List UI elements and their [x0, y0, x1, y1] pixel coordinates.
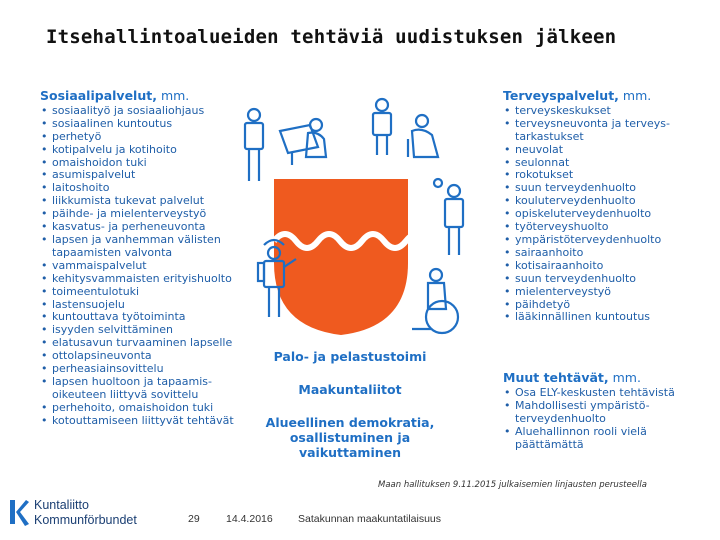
regional-councils-label: Maakuntaliitot [298, 382, 402, 397]
list-item: • vammaispalvelut [40, 260, 250, 273]
list-item: • päihde- ja mielenterveystyö [40, 208, 250, 221]
list-item: • terveyskeskukset [503, 105, 703, 118]
social-services-title: Sosiaalipalvelut, [40, 88, 157, 103]
health-services-list [503, 105, 703, 324]
list-item: • kehitysvammaisten erityishuolto [40, 273, 250, 286]
list-item: • liikkumista tukevat palvelut [40, 195, 250, 208]
list-item: • terveysneuvonta ja terveys- tarkastukset [503, 118, 703, 144]
logo-line-2: Kommunförbundet [34, 513, 137, 527]
social-services-column [40, 90, 250, 428]
list-item: • mielenterveystyö [503, 286, 703, 299]
list-item: • opiskeluterveydenhuolto [503, 208, 703, 221]
presentation-date: 14.4.2016 [226, 513, 273, 525]
list-item: • ympäristöterveydenhuolto [503, 234, 703, 247]
source-note: Maan hallituksen 9.11.2015 julkaisemien linjausten perusteella [378, 480, 647, 490]
other-tasks-heading [503, 372, 703, 385]
list-item: • toimeentulotuki [40, 286, 250, 299]
logo-line-1: Kuntaliitto [34, 498, 89, 512]
social-services-heading [40, 90, 250, 103]
other-tasks-column [503, 372, 703, 451]
list-item: • kotipalvelu ja kotihoito [40, 144, 250, 157]
other-tasks-mm: mm. [608, 370, 641, 385]
list-item: • työterveyshuolto [503, 221, 703, 234]
list-item: • sosiaalinen kuntoutus [40, 118, 250, 131]
kuntaliitto-logo [8, 496, 178, 532]
kuntaliitto-logo-icon [8, 496, 30, 528]
illustration-group [236, 95, 476, 345]
list-item: • Mahdollisesti ympäristö- terveydenhuolto [503, 400, 703, 426]
list-item: • elatusavun turvaaminen lapselle [40, 337, 250, 350]
health-services-title: Terveyspalvelut, [503, 88, 619, 103]
list-item: • ottolapsineuvonta [40, 350, 250, 363]
list-item: • asumispalvelut [40, 169, 250, 182]
event-name: Satakunnan maakuntatilaisuus [298, 513, 442, 525]
nurse-with-elderly-icon [373, 99, 438, 157]
list-item: • kotouttamiseen liittyvät tehtävät [40, 415, 250, 428]
wheelchair-user-icon [412, 269, 458, 333]
other-tasks-list [503, 387, 703, 452]
list-item: • lapsen huoltoon ja tapaamis- oikeuteen liittyvä sovittelu [40, 376, 250, 402]
list-item: • kotisairaanhoito [503, 260, 703, 273]
list-item: • seulonnat [503, 157, 703, 170]
list-item: • päihdetyö [503, 299, 703, 312]
health-services-heading [503, 90, 703, 103]
list-item: • Osa ELY-keskusten tehtävistä [503, 387, 703, 400]
page-number: 29 [188, 513, 200, 525]
list-item: • laitoshoito [40, 182, 250, 195]
list-item: • omaishoidon tuki [40, 157, 250, 170]
list-item: • suun terveydenhuolto [503, 182, 703, 195]
list-item: • lääkinnällinen kuntoutus [503, 311, 703, 324]
list-item: • kasvatus- ja perheneuvonta [40, 221, 250, 234]
fire-rescue-label: Palo- ja pelastustoimi [273, 349, 427, 364]
social-services-list [40, 105, 250, 428]
list-item: • isyyden selvittäminen [40, 324, 250, 337]
parent-with-child-icon [434, 179, 463, 255]
list-item: • rokotukset [503, 169, 703, 182]
list-item: • lastensuojelu [40, 299, 250, 312]
health-services-column [503, 90, 703, 324]
coat-of-arms-icon [274, 179, 428, 335]
regional-democracy-label: Alueellinen demokratia, osallistuminen ja vaikuttaminen [265, 415, 435, 460]
slide-title: Itsehallintoalueiden tehtäviä uudistuksen jälkeen [46, 26, 617, 48]
list-item: • perhetyö [40, 131, 250, 144]
list-item: • kuntouttava työtoiminta [40, 311, 250, 324]
list-item: • perhehoito, omaishoidon tuki [40, 402, 250, 415]
list-item: • perheasiainsovittelu [40, 363, 250, 376]
health-services-mm: mm. [618, 88, 652, 103]
list-item: • Aluehallinnon rooli vielä päättämättä [503, 426, 703, 452]
other-tasks-title: Muut tehtävät, [503, 370, 609, 385]
list-item: • sosiaalityö ja sosiaaliohjaus [40, 105, 250, 118]
list-item: • sairaanhoito [503, 247, 703, 260]
list-item: • kouluterveydenhuolto [503, 195, 703, 208]
social-services-mm: mm. [156, 88, 190, 103]
person-at-table-icon [245, 109, 326, 181]
list-item: • lapsen ja vanhemman välisten tapaamisten valvonta [40, 234, 250, 260]
list-item: • neuvolat [503, 144, 703, 157]
list-item: • suun terveydenhuolto [503, 273, 703, 286]
